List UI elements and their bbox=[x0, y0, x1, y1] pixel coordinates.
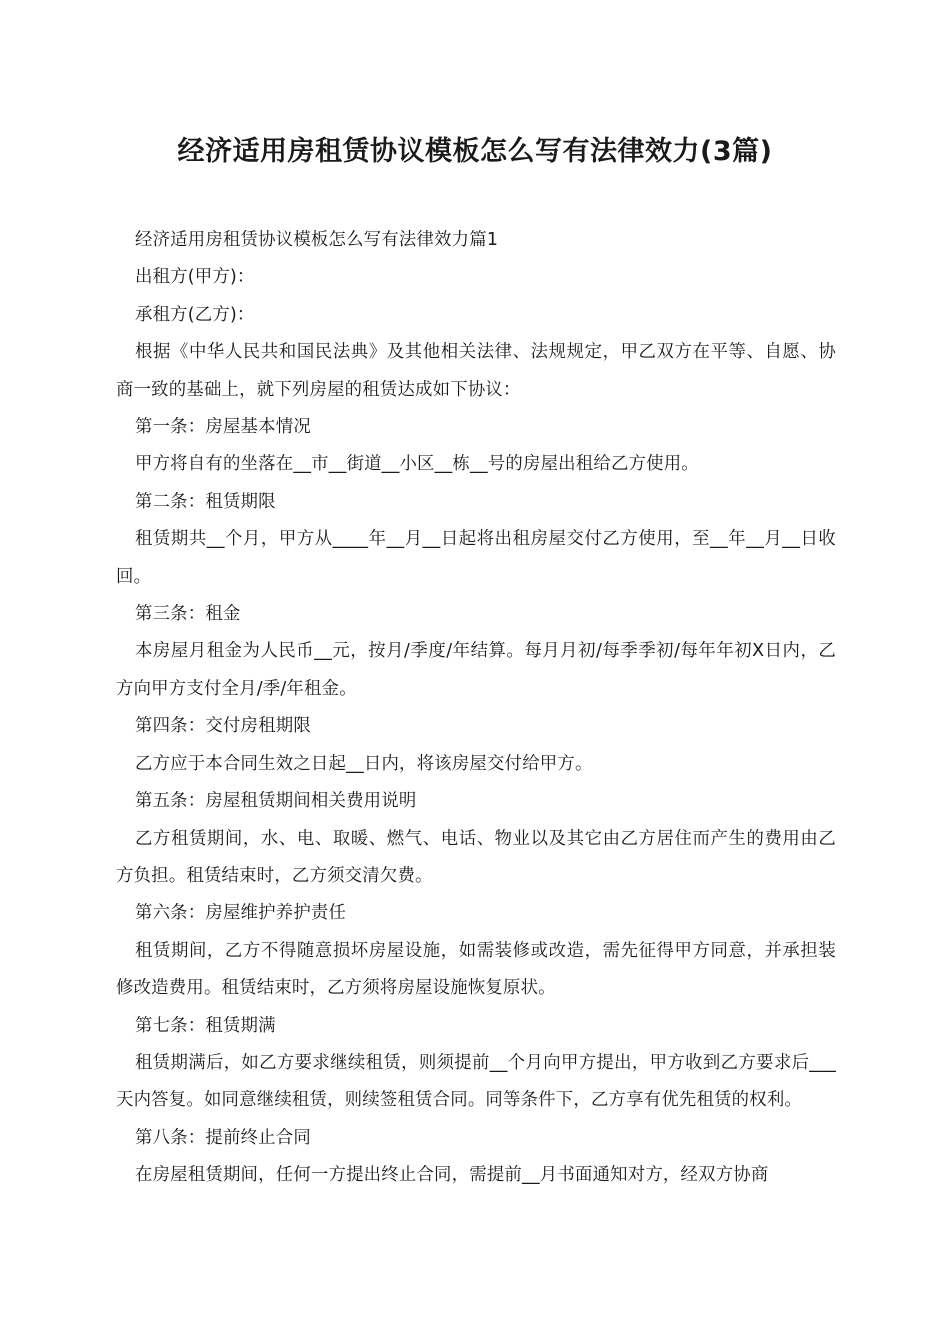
section-heading: 经济适用房租赁协议模板怎么写有法律效力篇1 bbox=[135, 230, 499, 250]
article-6-heading: 第六条：房屋维护养护责任 bbox=[135, 903, 347, 924]
lessor-line: 出租方(甲方)： bbox=[135, 267, 255, 288]
article-3-heading: 第三条：租金 bbox=[135, 604, 241, 625]
article-4-body: 乙方应于本合同生效之日起__日内，将该房屋交付给甲方。 bbox=[135, 753, 593, 774]
document-body bbox=[116, 222, 836, 1195]
article-3-body: 本房屋月租金为人民币__元，按月/季度/年结算。每月月初/每季季初/每年年初X日内，乙方向甲方支付全月/季/年租金。 bbox=[116, 641, 836, 699]
article-5-body: 乙方租赁期间，水、电、取暖、燃气、电话、物业以及其它由乙方居住而产生的费用由乙方负担。租赁结束时，乙方须交清欠费。 bbox=[116, 828, 836, 886]
article-1-body: 甲方将自有的坐落在__市__街道__小区__栋__号的房屋出租给乙方使用。 bbox=[135, 454, 699, 475]
article-2-heading: 第二条：租赁期限 bbox=[135, 491, 276, 512]
lessee-line: 承租方(乙方)： bbox=[135, 304, 255, 325]
article-7-heading: 第七条：租赁期满 bbox=[135, 1015, 276, 1036]
preamble-paragraph: 根据《中华人民共和国民法典》及其他相关法律、法规规定，甲乙双方在平等、自愿、协商一致的基础上，就下列房屋的租赁达成如下协议： bbox=[116, 342, 836, 400]
article-7-body: 租赁期满后，如乙方要求继续租赁，则须提前__个月向甲方提出，甲方收到乙方要求后___天内答复。如同意继续租赁，则续签租赁合同。同等条件下，乙方享有优先租赁的权利。 bbox=[116, 1052, 836, 1111]
article-4-heading: 第四条：交付房租期限 bbox=[135, 716, 311, 737]
article-8-body: 在房屋租赁期间，任何一方提出终止合同，需提前__月书面通知对方，经双方协商 bbox=[135, 1165, 769, 1186]
article-6-body: 租赁期间，乙方不得随意损坏房屋设施，如需装修或改造，需先征得甲方同意，并承担装修改造费用。租赁结束时，乙方须将房屋设施恢复原状。 bbox=[116, 940, 836, 999]
article-8-heading: 第八条：提前终止合同 bbox=[135, 1127, 311, 1148]
document-title: 经济适用房租赁协议模板怎么写有法律效力(3篇) bbox=[177, 136, 773, 167]
article-1-heading: 第一条：房屋基本情况 bbox=[135, 417, 311, 438]
article-5-heading: 第五条：房屋租赁期间相关费用说明 bbox=[135, 791, 417, 812]
article-2-body: 租赁期共__个月，甲方从____年__月__日起将出租房屋交付乙方使用，至__年__月__日收回。 bbox=[116, 529, 836, 587]
